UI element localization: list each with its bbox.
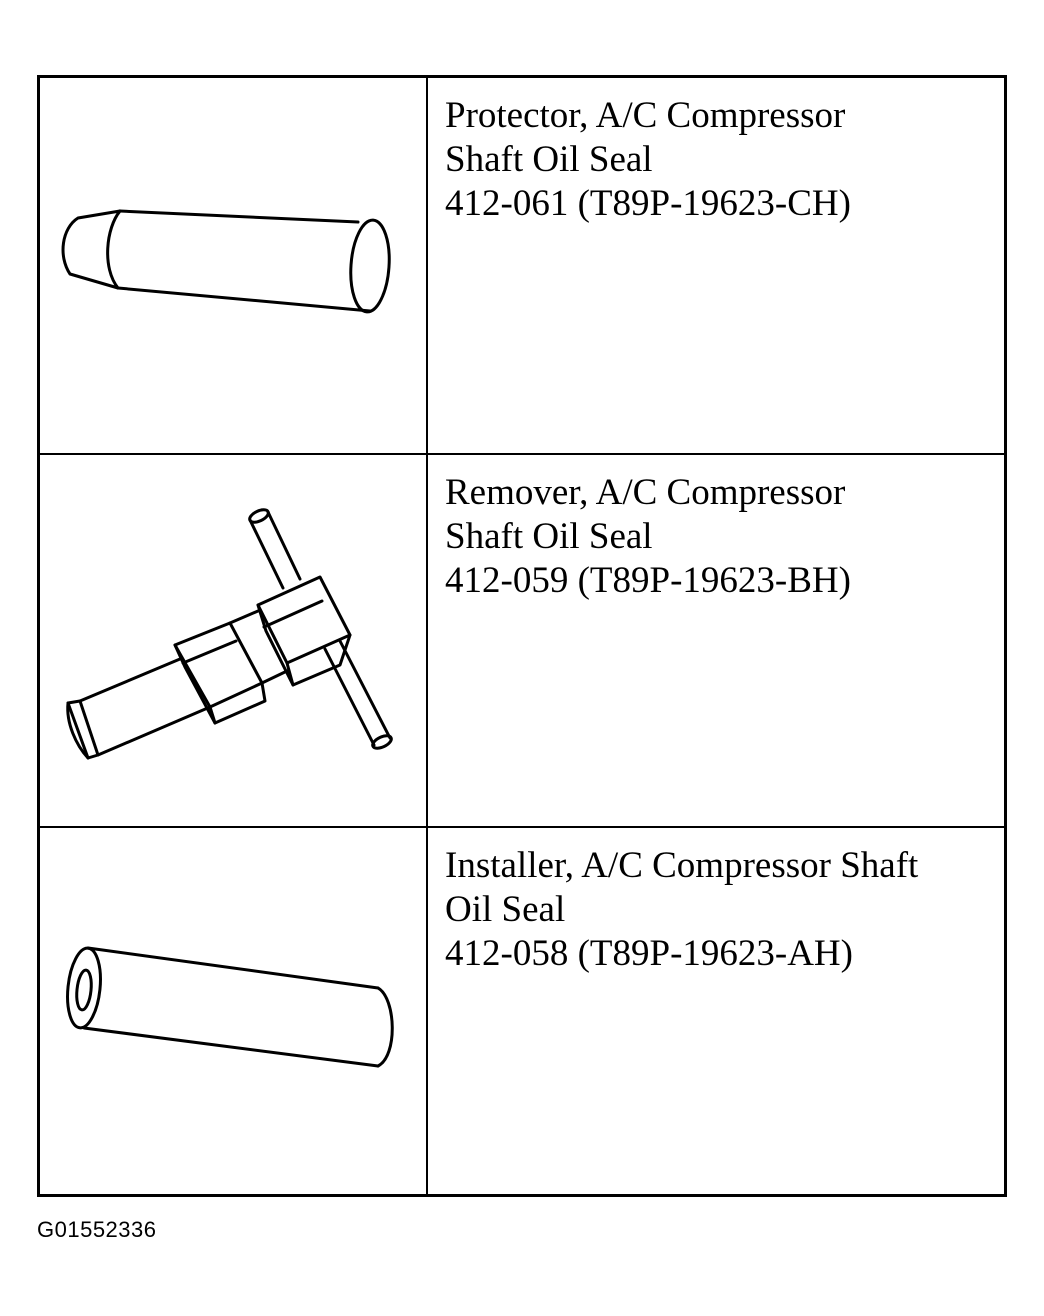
tool-name-line1: Installer, A/C Compressor Shaft [445, 845, 919, 886]
special-tools-table [37, 75, 1007, 1197]
figure-id: G01552336 [37, 1217, 157, 1242]
tool-row-remover [40, 453, 1004, 828]
tool-part-number: 412-058 (T89P-19623-AH) [445, 933, 853, 974]
tool-description [445, 94, 1000, 226]
tool-name-line2: Oil Seal [445, 889, 566, 930]
tool-description [445, 844, 1000, 976]
protector-sleeve-icon [40, 78, 426, 451]
t-handle-remover-icon [40, 455, 426, 828]
tool-row-installer [40, 826, 1004, 1196]
tool-part-number: 412-061 (T89P-19623-CH) [445, 183, 851, 224]
tool-row-protector [40, 78, 1004, 451]
installer-tube-icon [40, 828, 426, 1196]
tool-name-line2: Shaft Oil Seal [445, 516, 653, 557]
tool-name-line2: Shaft Oil Seal [445, 139, 653, 180]
illustration-cell [40, 455, 426, 828]
illustration-cell [40, 828, 426, 1196]
illustration-cell [40, 78, 426, 451]
tool-name-line1: Protector, A/C Compressor [445, 95, 846, 136]
tool-name-line1: Remover, A/C Compressor [445, 472, 846, 513]
tool-description [445, 471, 1000, 603]
tool-part-number: 412-059 (T89P-19623-BH) [445, 560, 851, 601]
